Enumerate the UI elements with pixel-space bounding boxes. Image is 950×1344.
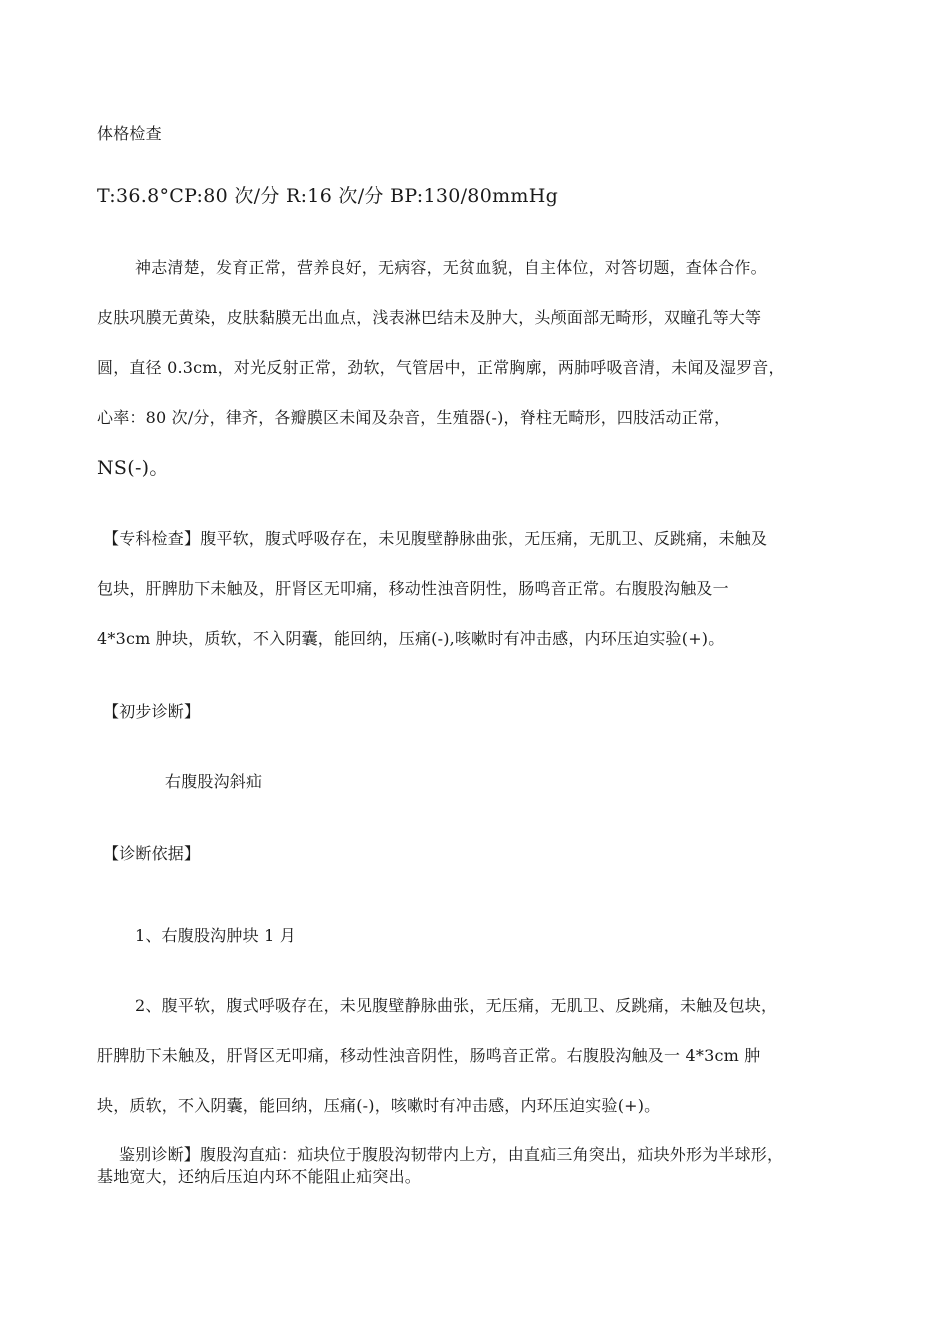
basis-2-line-2: 肝脾肋下未触及，肝肾区无叩痛，移动性浊音阴性，肠鸣音正常。右腹股沟触及一 4*3cm 肿 xyxy=(97,1046,761,1065)
specialist-exam-line-1: 【专科检查】腹平软，腹式呼吸存在，未见腹壁静脉曲张，无压痛，无肌卫、反跳痛，未触及 xyxy=(103,529,768,548)
diagnosis-basis-heading: 【诊断依据】 xyxy=(103,844,201,863)
general-exam-line-1: 神志清楚，发育正常，营养良好，无病容，无贫血貌，自主体位，对答切题，查体合作。 xyxy=(135,258,767,277)
general-exam-line-5: NS(-)。 xyxy=(97,457,169,479)
general-exam-line-2: 皮肤巩膜无黄染，皮肤黏膜无出血点，浅表淋巴结未及肿大，头颅面部无畸形，双瞳孔等大等 xyxy=(97,308,762,327)
differential-line-2: 基地宽大，还纳后压迫内环不能阻止疝突出。 xyxy=(97,1167,422,1186)
preliminary-diagnosis: 右腹股沟斜疝 xyxy=(165,772,263,791)
section-title: 体格检查 xyxy=(97,124,162,143)
basis-2-line-3: 块，质软，不入阴囊，能回纳，压痛(-)，咳嗽时有冲击感，内环压迫实验(+)。 xyxy=(97,1096,661,1115)
vitals-line: T:36.8°CP:80 次/分 R:16 次/分 BP:130/80mmHg xyxy=(97,185,559,207)
specialist-exam-line-2: 包块，肝脾肋下未触及，肝肾区无叩痛，移动性浊音阴性，肠鸣音正常。右腹股沟触及一 xyxy=(97,579,729,598)
general-exam-line-4: 心率：80 次/分，律齐，各瓣膜区未闻及杂音，生殖器(-)，脊柱无畸形，四肢活动正常， xyxy=(97,408,731,427)
basis-1: 1、右腹股沟肿块 1 月 xyxy=(135,926,296,945)
preliminary-diagnosis-heading: 【初步诊断】 xyxy=(103,702,201,721)
differential-line-1: 鉴别诊断】腹股沟直疝：疝块位于腹股沟韧带内上方，由直疝三角突出，疝块外形为半球形， xyxy=(119,1145,784,1164)
basis-2-line-1: 2、腹平软，腹式呼吸存在，未见腹壁静脉曲张，无压痛，无肌卫、反跳痛，未触及包块， xyxy=(135,996,778,1015)
specialist-exam-line-3: 4*3cm 肿块，质软，不入阴囊，能回纳，压痛(-),咳嗽时有冲击感，内环压迫实验(+)。 xyxy=(97,629,725,648)
general-exam-line-3: 圆，直径 0.3cm，对光反射正常，劲软，气管居中，正常胸廓，两肺呼吸音清，未闻及湿罗音， xyxy=(97,358,785,377)
